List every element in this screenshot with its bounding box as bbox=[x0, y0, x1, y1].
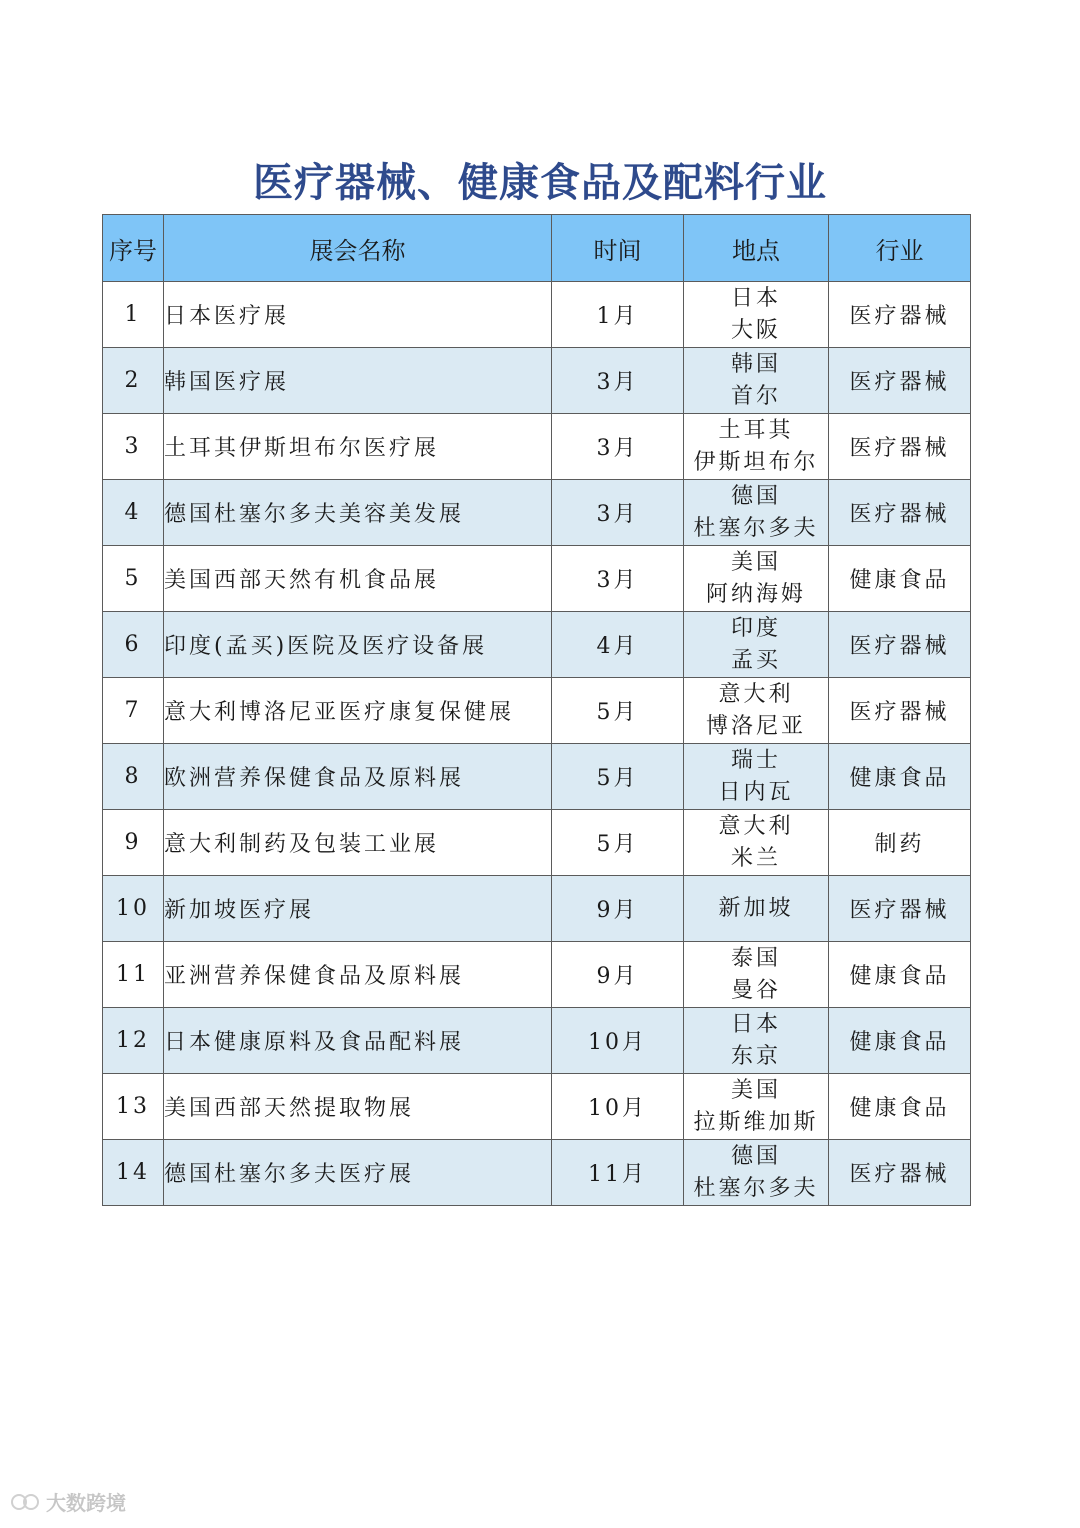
place-line: 博洛尼亚 bbox=[705, 713, 806, 739]
header-industry: 行业 bbox=[829, 215, 971, 282]
place-line: 曼谷 bbox=[730, 977, 781, 1003]
cell-name: 德国杜塞尔多夫医疗展 bbox=[164, 1140, 552, 1206]
cell-time: 3月 bbox=[552, 546, 684, 612]
place-line: 德国 bbox=[730, 483, 781, 509]
table-row bbox=[103, 678, 971, 744]
place-line: 德国 bbox=[730, 1143, 781, 1169]
table-row bbox=[103, 612, 971, 678]
watermark bbox=[10, 1487, 126, 1516]
cell-name: 欧洲营养保健食品及原料展 bbox=[164, 744, 552, 810]
place-line: 拉斯维加斯 bbox=[693, 1109, 819, 1135]
cell-industry: 医疗器械 bbox=[829, 876, 971, 942]
cell-place bbox=[684, 546, 829, 612]
cell-num: 13 bbox=[103, 1074, 164, 1140]
cell-name: 印度(孟买)医院及医疗设备展 bbox=[164, 612, 552, 678]
cell-name: 土耳其伊斯坦布尔医疗展 bbox=[164, 414, 552, 480]
cell-name: 意大利制药及包装工业展 bbox=[164, 810, 552, 876]
place-line: 米兰 bbox=[730, 845, 781, 871]
cell-place bbox=[684, 414, 829, 480]
cell-place bbox=[684, 744, 829, 810]
cell-industry: 医疗器械 bbox=[829, 1140, 971, 1206]
cell-name: 日本医疗展 bbox=[164, 282, 552, 348]
cell-time: 3月 bbox=[552, 348, 684, 414]
place-line: 美国 bbox=[730, 1077, 781, 1103]
cell-industry: 健康食品 bbox=[829, 1008, 971, 1074]
place-line: 意大利 bbox=[718, 681, 794, 707]
brand-logo-icon bbox=[10, 1493, 40, 1511]
cell-industry: 健康食品 bbox=[829, 942, 971, 1008]
place-line: 首尔 bbox=[730, 383, 781, 409]
place-line: 韩国 bbox=[730, 351, 781, 377]
cell-place bbox=[684, 282, 829, 348]
cell-num: 11 bbox=[103, 942, 164, 1008]
cell-name: 亚洲营养保健食品及原料展 bbox=[164, 942, 552, 1008]
cell-industry: 医疗器械 bbox=[829, 282, 971, 348]
cell-place bbox=[684, 348, 829, 414]
cell-num: 1 bbox=[103, 282, 164, 348]
place-line: 阿纳海姆 bbox=[705, 581, 806, 607]
table-row bbox=[103, 744, 971, 810]
place-line: 泰国 bbox=[730, 945, 781, 971]
cell-time: 5月 bbox=[552, 678, 684, 744]
header-name: 展会名称 bbox=[164, 215, 552, 282]
cell-time: 5月 bbox=[552, 810, 684, 876]
cell-place bbox=[684, 612, 829, 678]
place-line: 大阪 bbox=[730, 317, 781, 343]
header-place: 地点 bbox=[684, 215, 829, 282]
cell-time: 3月 bbox=[552, 414, 684, 480]
cell-name: 日本健康原料及食品配料展 bbox=[164, 1008, 552, 1074]
cell-place bbox=[684, 1074, 829, 1140]
cell-num: 6 bbox=[103, 612, 164, 678]
cell-num: 14 bbox=[103, 1140, 164, 1206]
cell-time: 9月 bbox=[552, 942, 684, 1008]
cell-industry: 医疗器械 bbox=[829, 414, 971, 480]
cell-time: 5月 bbox=[552, 744, 684, 810]
cell-name: 新加坡医疗展 bbox=[164, 876, 552, 942]
place-line: 伊斯坦布尔 bbox=[693, 449, 819, 475]
cell-num: 2 bbox=[103, 348, 164, 414]
place-line: 印度 bbox=[730, 615, 781, 641]
table-row bbox=[103, 348, 971, 414]
place-line: 瑞士 bbox=[730, 747, 781, 773]
table-row bbox=[103, 810, 971, 876]
cell-name: 德国杜塞尔多夫美容美发展 bbox=[164, 480, 552, 546]
table-row bbox=[103, 942, 971, 1008]
cell-industry: 健康食品 bbox=[829, 744, 971, 810]
cell-name: 美国西部天然有机食品展 bbox=[164, 546, 552, 612]
place-line: 土耳其 bbox=[718, 417, 794, 443]
cell-name: 韩国医疗展 bbox=[164, 348, 552, 414]
cell-place bbox=[684, 678, 829, 744]
cell-num: 12 bbox=[103, 1008, 164, 1074]
cell-num: 4 bbox=[103, 480, 164, 546]
cell-time: 1月 bbox=[552, 282, 684, 348]
table-row bbox=[103, 546, 971, 612]
cell-num: 10 bbox=[103, 876, 164, 942]
cell-place bbox=[684, 876, 829, 942]
cell-industry: 医疗器械 bbox=[829, 612, 971, 678]
page-title: 医疗器械、健康食品及配料行业 bbox=[253, 159, 827, 206]
place-line: 意大利 bbox=[718, 813, 794, 839]
cell-name: 意大利博洛尼亚医疗康复保健展 bbox=[164, 678, 552, 744]
place-line: 日本 bbox=[730, 1011, 781, 1037]
table-row bbox=[103, 1074, 971, 1140]
cell-num: 9 bbox=[103, 810, 164, 876]
place-line: 美国 bbox=[730, 549, 781, 575]
table-row bbox=[103, 414, 971, 480]
table-header-row bbox=[103, 215, 971, 282]
place-line: 日内瓦 bbox=[718, 779, 794, 805]
table-row bbox=[103, 1140, 971, 1206]
cell-place bbox=[684, 1008, 829, 1074]
cell-time: 9月 bbox=[552, 876, 684, 942]
cell-time: 3月 bbox=[552, 480, 684, 546]
cell-place bbox=[684, 480, 829, 546]
cell-place bbox=[684, 1140, 829, 1206]
table-row bbox=[103, 480, 971, 546]
table-body bbox=[103, 282, 971, 1206]
cell-industry: 医疗器械 bbox=[829, 348, 971, 414]
place-line: 东京 bbox=[730, 1043, 781, 1069]
cell-time: 10月 bbox=[552, 1008, 684, 1074]
place-line: 孟买 bbox=[730, 647, 781, 673]
table-row bbox=[103, 876, 971, 942]
watermark-text: 大数跨境 bbox=[46, 1491, 126, 1515]
place-line: 杜塞尔多夫 bbox=[693, 1175, 819, 1201]
place-line: 日本 bbox=[730, 285, 781, 311]
cell-num: 5 bbox=[103, 546, 164, 612]
header-num: 序号 bbox=[103, 215, 164, 282]
cell-time: 4月 bbox=[552, 612, 684, 678]
cell-industry: 健康食品 bbox=[829, 1074, 971, 1140]
cell-num: 3 bbox=[103, 414, 164, 480]
cell-num: 8 bbox=[103, 744, 164, 810]
place-line: 新加坡 bbox=[718, 895, 794, 921]
cell-time: 10月 bbox=[552, 1074, 684, 1140]
cell-industry: 健康食品 bbox=[829, 546, 971, 612]
cell-name: 美国西部天然提取物展 bbox=[164, 1074, 552, 1140]
header-time: 时间 bbox=[552, 215, 684, 282]
cell-time: 11月 bbox=[552, 1140, 684, 1206]
cell-num: 7 bbox=[103, 678, 164, 744]
table-row bbox=[103, 282, 971, 348]
place-line: 杜塞尔多夫 bbox=[693, 515, 819, 541]
cell-industry: 医疗器械 bbox=[829, 678, 971, 744]
cell-place bbox=[684, 942, 829, 1008]
exhibition-table bbox=[102, 214, 971, 1206]
table-row bbox=[103, 1008, 971, 1074]
cell-industry: 制药 bbox=[829, 810, 971, 876]
cell-industry: 医疗器械 bbox=[829, 480, 971, 546]
cell-place bbox=[684, 810, 829, 876]
